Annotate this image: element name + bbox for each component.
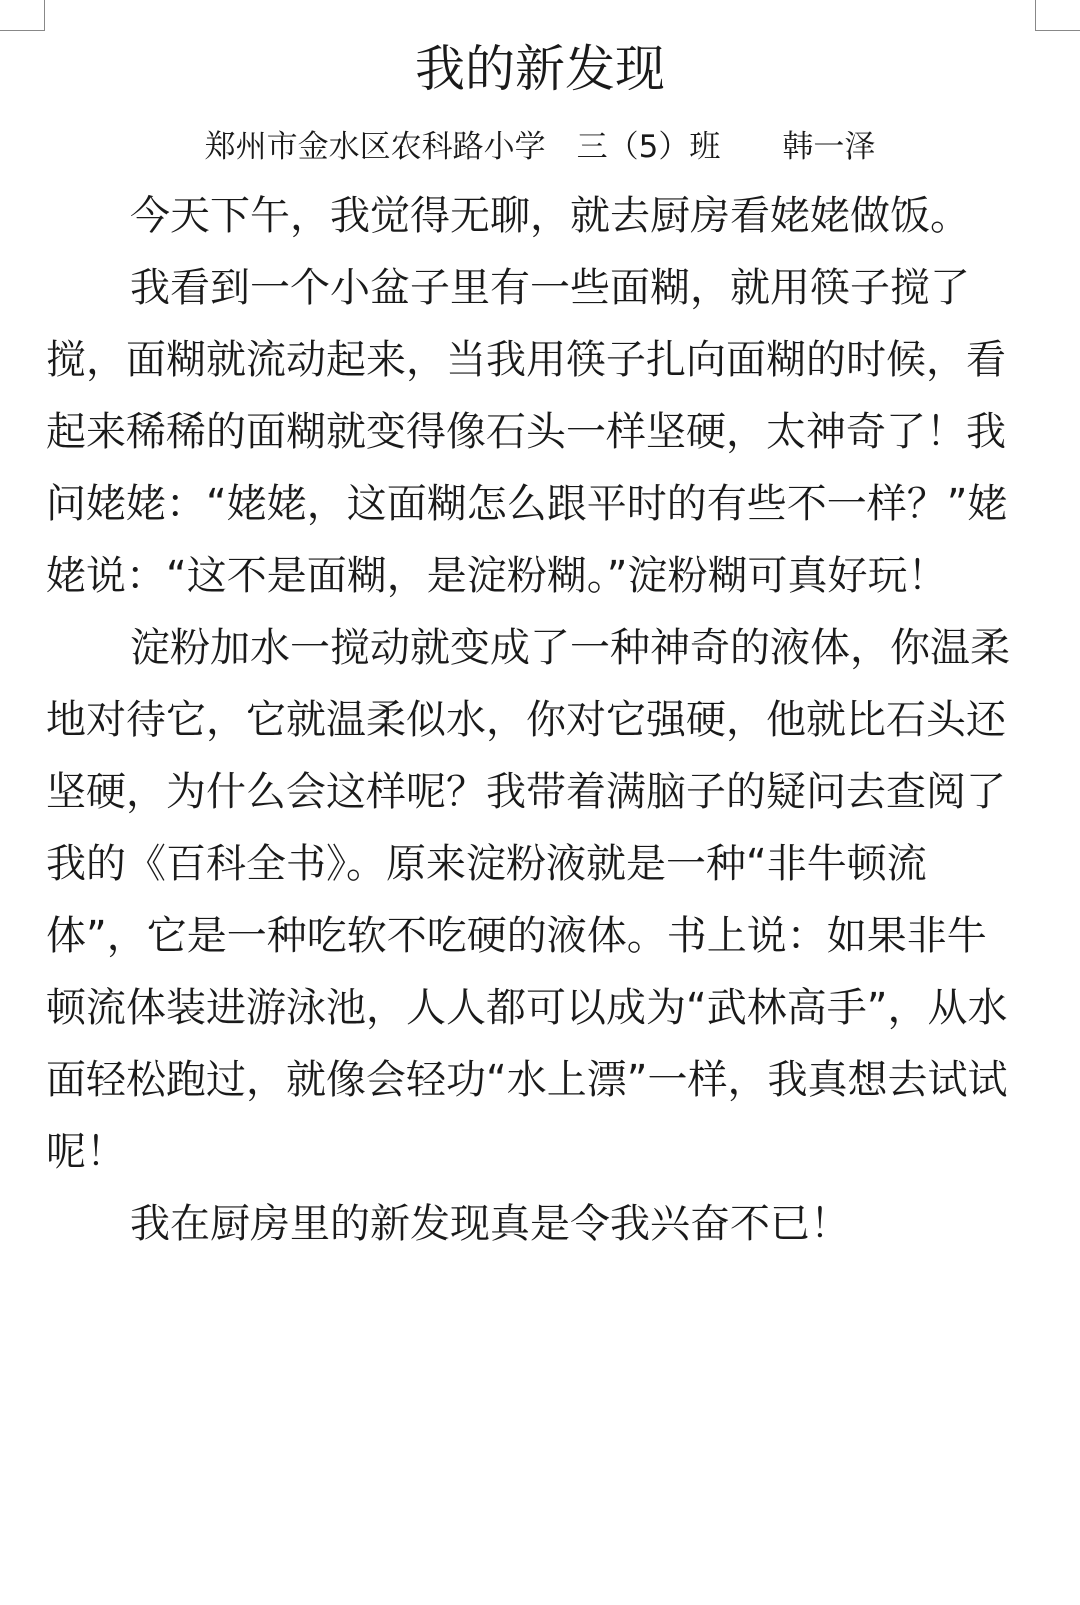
paragraph-1: 今天下午，我觉得无聊，就去厨房看姥姥做饭。 xyxy=(130,193,970,239)
document-title: 我的新发现 xyxy=(415,40,665,98)
article-body xyxy=(46,180,1016,1260)
paragraph-2: 我看到一个小盆子里有一些面糊，就用筷子搅了搅，面糊就流动起来，当我用筷子扎向面糊的时候，看起来稀稀的面糊就变得像石头一样坚硬，太神奇了！我问姥姥：“姥姥，这面糊怎么跟平时的有些不一样？”姥姥说：“这不是面糊，是淀粉糊。”淀粉糊可真好玩！ xyxy=(46,265,1008,599)
author-byline: 郑州市金水区农科路小学 三（5）班 韩一泽 xyxy=(204,129,876,165)
crop-mark-top-right xyxy=(1035,0,1080,31)
paragraph-4: 我在厨房里的新发现真是令我兴奋不已！ xyxy=(130,1201,850,1247)
paragraph-3: 淀粉加水一搅动就变成了一种神奇的液体，你温柔地对待它，它就温柔似水，你对它强硬，他就比石头还坚硬，为什么会这样呢？我带着满脑子的疑问去查阅了我的《百科全书》。原来淀粉液就是一种“非牛顿流体”，它是一种吃软不吃硬的液体。书上说：如果非牛顿流体装进游泳池，人人都可以成为“武林高手”，从水面轻松跑过，就像会轻功“水上漂”一样，我真想去试试呢！ xyxy=(46,625,1010,1175)
crop-mark-top-left xyxy=(0,0,45,31)
